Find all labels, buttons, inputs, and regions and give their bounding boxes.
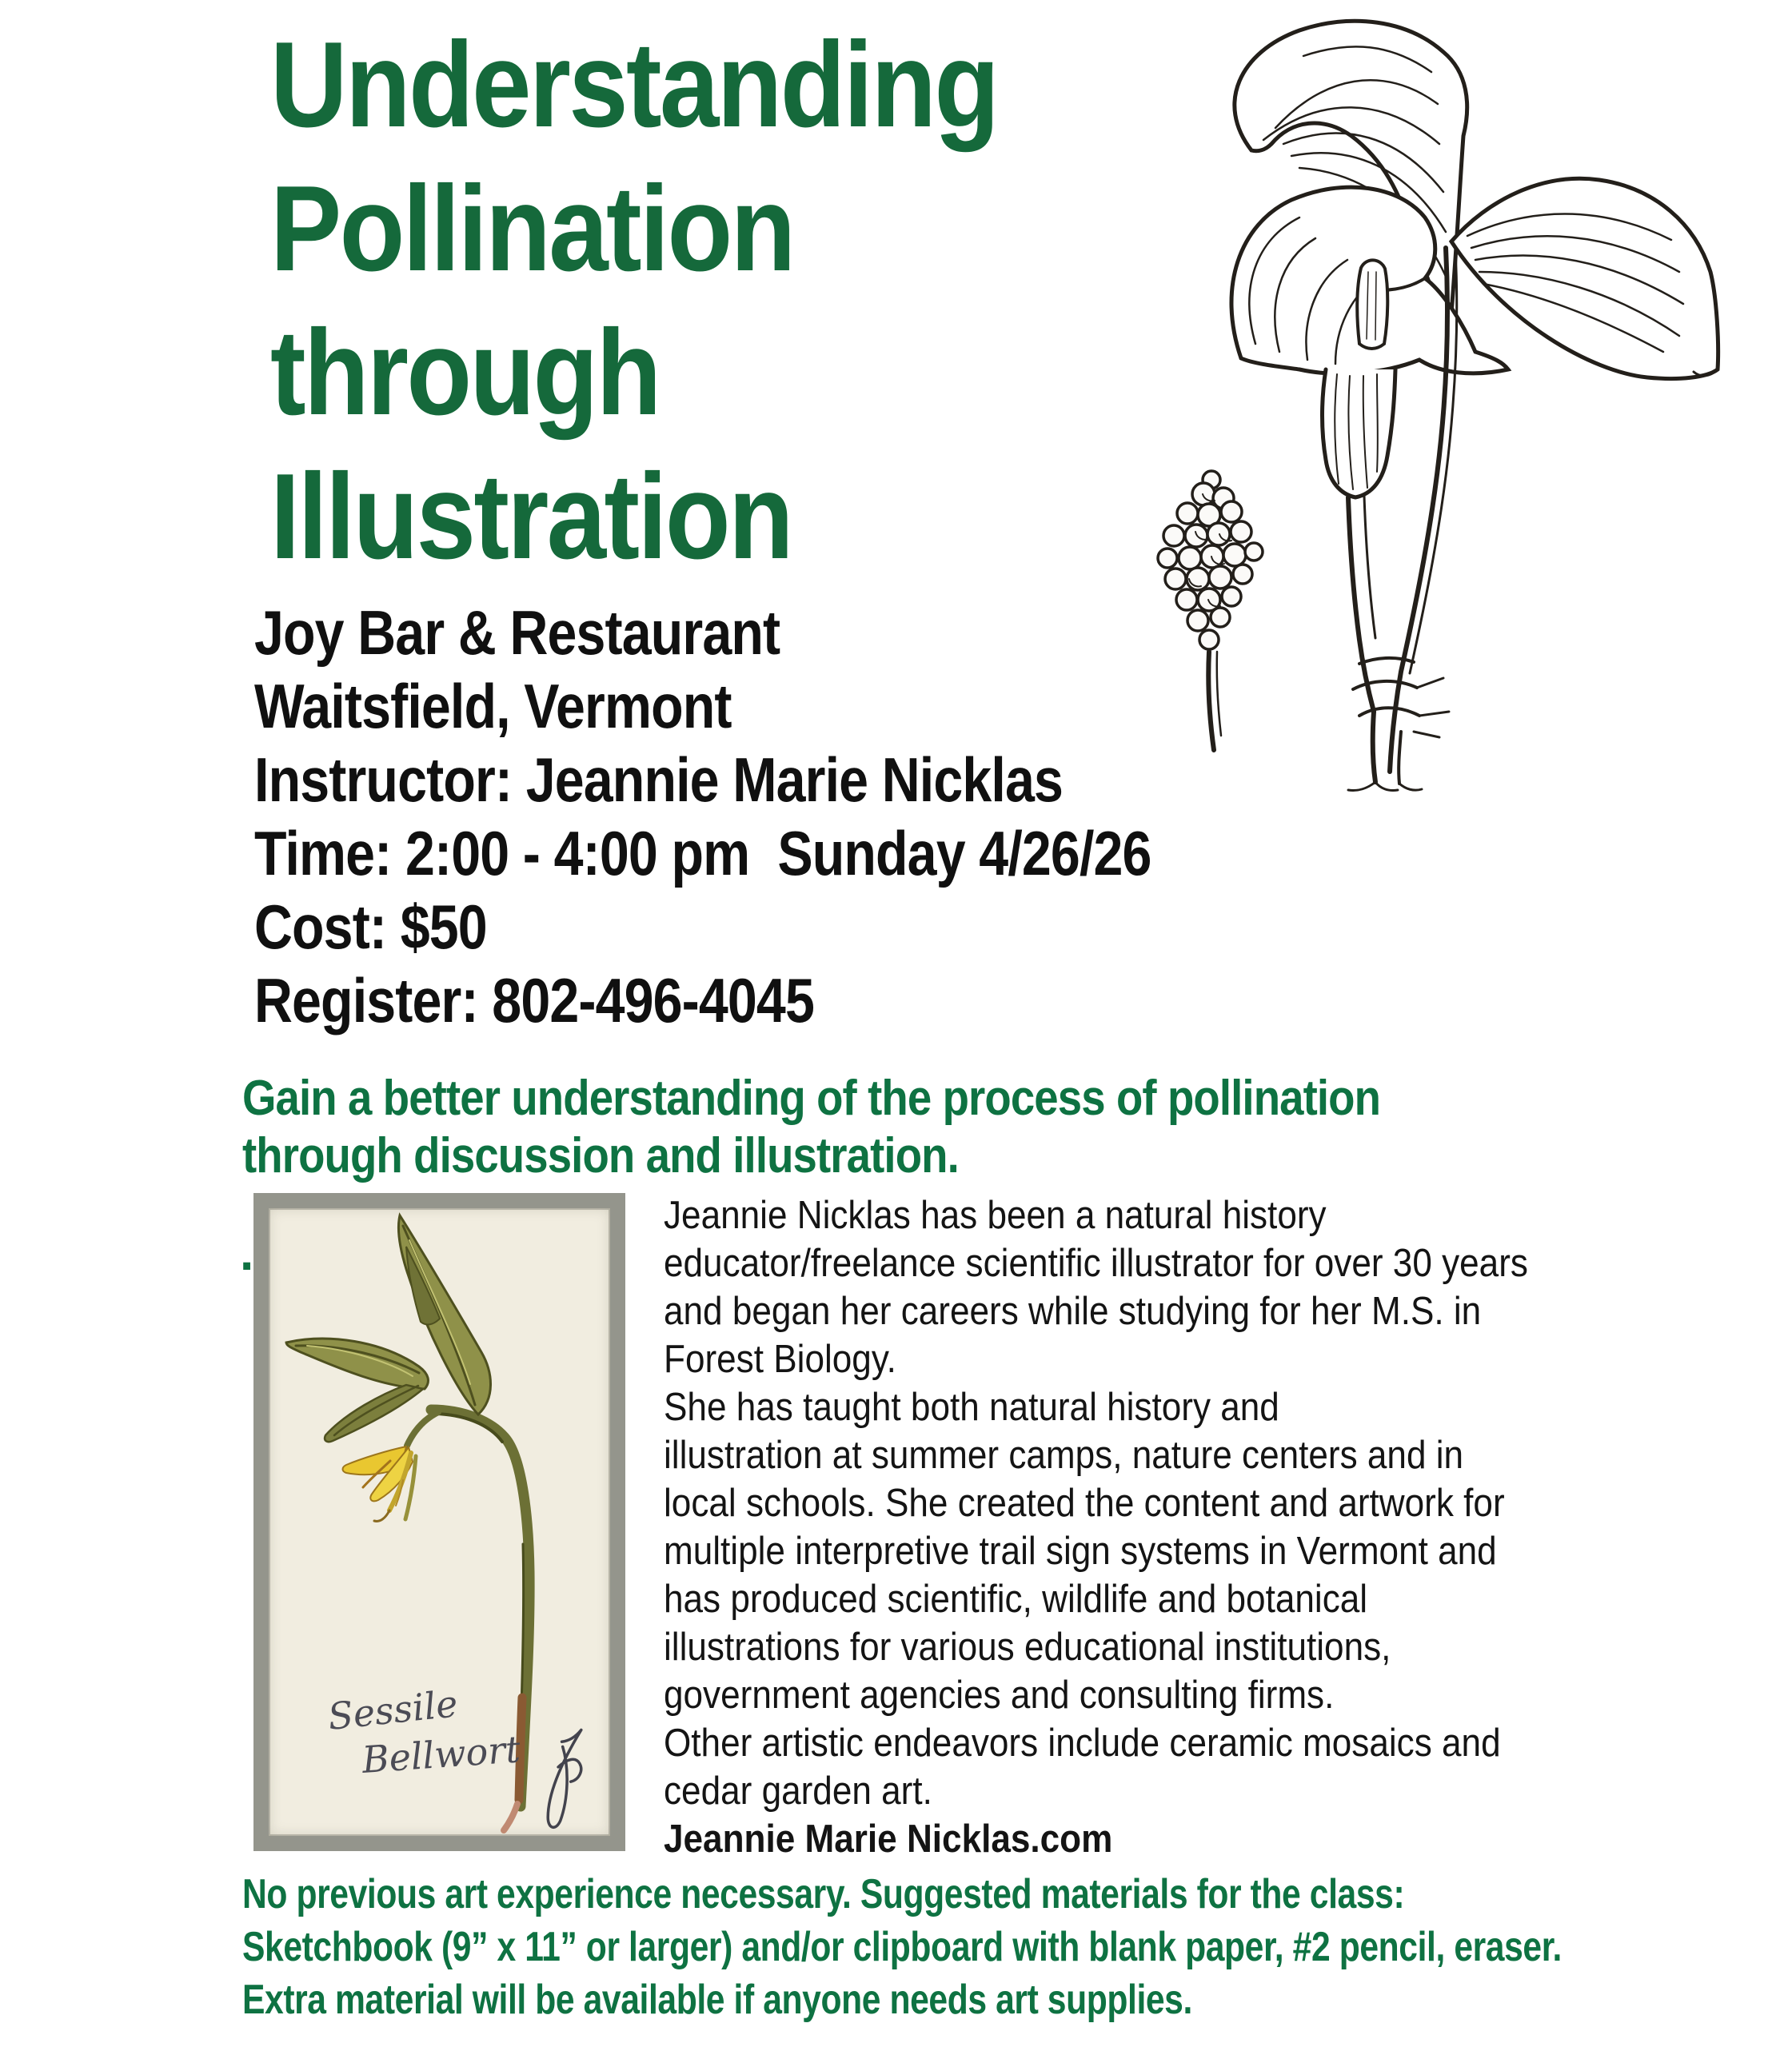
bio-line: has produced scientific, wildlife and botanical [664, 1578, 1368, 1621]
intro-line: through discussion and illustration. [242, 1128, 959, 1183]
bio-line: educator/freelance scientific illustrator for over 30 years [664, 1242, 1528, 1285]
intro-paragraph [242, 1070, 1380, 1185]
materials-line: No previous art experience necessary. Suggested materials for the class: [242, 1871, 1405, 1917]
title-line: Illustration [270, 449, 792, 585]
instructor-line: Instructor: Jeannie Marie Nicklas [254, 744, 1064, 815]
page-title [270, 13, 997, 589]
bio-line: Jeannie Nicklas has been a natural history [664, 1194, 1327, 1237]
time-line: Time: 2:00 - 4:00 pm Sunday 4/26/26 [254, 818, 1151, 888]
bio-line: She has taught both natural history and [664, 1386, 1279, 1429]
bio-line: cedar garden art. [664, 1770, 932, 1813]
venue-name: Joy Bar & Restaurant [254, 597, 780, 668]
bellwort-caption-line1: Sessile [325, 1682, 460, 1738]
materials-line: Extra material will be available if anyone needs art supplies. [242, 1977, 1192, 2023]
bellwort-caption-line2: Bellwort [361, 1727, 522, 1782]
venue-location: Waitsfield, Vermont [254, 671, 732, 741]
title-line: through [270, 305, 660, 441]
bio-line: multiple interpretive trail sign systems in Vermont and [664, 1530, 1497, 1573]
bio-line: illustrations for various educational institutions, [664, 1626, 1391, 1669]
stray-period: . [240, 1226, 254, 1281]
intro-line: Gain a better understanding of the process of pollination [242, 1071, 1381, 1126]
bio-line: and began her careers while studying for her M.S. in [664, 1290, 1482, 1333]
materials-line: Sketchbook (9” x 11” or larger) and/or clipboard with blank paper, #2 pencil, eraser. [242, 1924, 1562, 1970]
bio-line: government agencies and consulting firms. [664, 1674, 1335, 1717]
event-details [254, 596, 1151, 1037]
bio-line: local schools. She created the content and artwork for [664, 1482, 1505, 1525]
instructor-bio [664, 1191, 1528, 1863]
title-line: Pollination [270, 161, 794, 297]
bio-line: Other artistic endeavors include ceramic mosaics and [664, 1722, 1501, 1765]
title-line: Understanding [270, 17, 998, 153]
jack-in-the-pulpit-illustration [1120, 8, 1735, 796]
register-phone-line: Register: 802-496-4045 [254, 965, 814, 1035]
materials-note [242, 1868, 1562, 2026]
cost-line: Cost: $50 [254, 892, 487, 962]
website-text: Jeannie Marie Nicklas.com [664, 1818, 1113, 1861]
bio-line: illustration at summer camps, nature centers and in [664, 1434, 1464, 1477]
artist-signature [546, 1727, 587, 1830]
bellwort-watercolor [253, 1193, 625, 1851]
bio-line: Forest Biology. [664, 1338, 896, 1381]
